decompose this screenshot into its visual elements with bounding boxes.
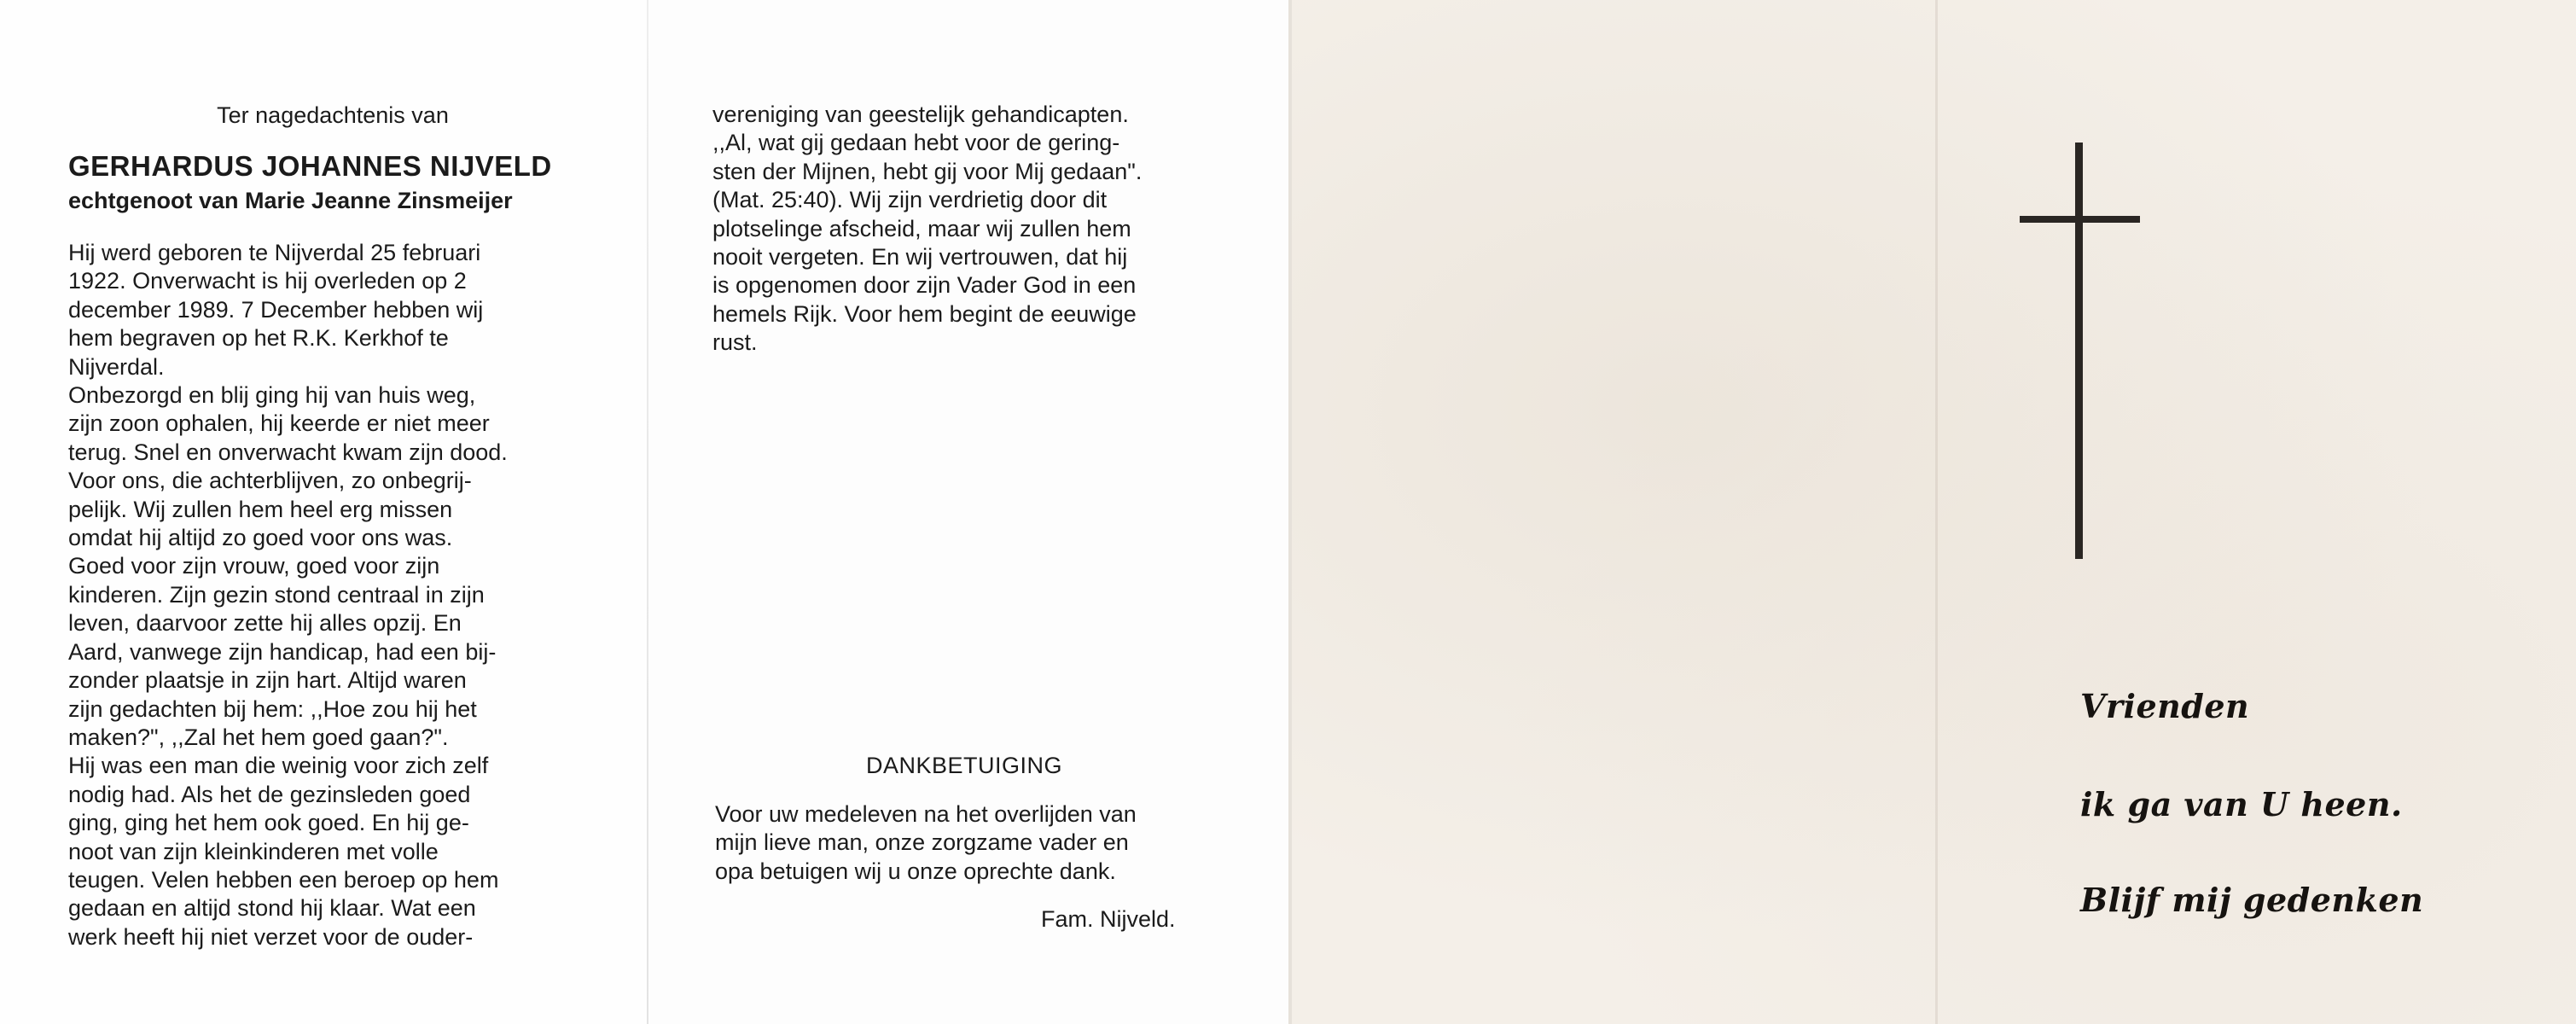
poem-line-2: ik ga van U heen.	[2080, 785, 2403, 823]
biography-line: zijn gedachten bij hem: ,,Hoe zou hij het	[68, 695, 477, 722]
poem-line-1: Vrienden	[2080, 687, 2250, 725]
card-edge	[1288, 0, 1292, 1024]
biography-line: gedaan en altijd stond hij klaar. Wat een	[68, 895, 476, 922]
thanks-heading: DANKBETUIGING	[865, 753, 1063, 778]
biography-line: leven, daarvoor zette hij alles opzij. En	[68, 610, 462, 637]
biography-line: zonder plaatsje in zijn hart. Altijd waren	[68, 667, 467, 694]
spouse-line: echtgenoot van Marie Jeanne Zinsmeijer	[68, 188, 513, 213]
biography-line: terug. Snel en onverwacht kwam zijn dood.	[68, 439, 508, 465]
cross-horizontal-beam	[2020, 216, 2140, 223]
biography-line: omdat hij altijd zo goed voor ons was.	[68, 525, 453, 551]
thanks-line: Voor uw medeleven na het overlijden van	[715, 801, 1137, 827]
biography-line: Onbezorgd en blij ging hij van huis weg,	[68, 382, 476, 409]
continuation-line: ,,Al, wat gij gedaan hebt voor de gering-	[712, 130, 1120, 156]
thanks-line: mijn lieve man, onze zorgzame vader en	[715, 829, 1129, 856]
biography-line: december 1989. 7 December hebben wij	[68, 296, 484, 323]
continuation-line: rust.	[712, 329, 758, 356]
biography-line: Goed voor zijn vrouw, goed voor zijn	[68, 553, 440, 579]
biography-line: Hij werd geboren te Nijverdal 25 februari	[68, 240, 481, 265]
biography-continuation	[712, 101, 1216, 358]
right-card-panel	[1290, 0, 2576, 1024]
biography-line: hem begraven op het R.K. Kerkhof te	[68, 325, 449, 352]
continuation-line: plotselinge afscheid, maar wij zullen hem	[712, 215, 1131, 241]
biography	[68, 239, 572, 951]
continuation-line: (Mat. 25:40). Wij zijn verdrietig door dit	[712, 187, 1108, 213]
biography-line: nodig had. Als het de gezinsleden goed	[68, 781, 471, 807]
cross-vertical-beam	[2075, 143, 2083, 559]
continuation-line: is opgenomen door zijn Vader God in een	[712, 272, 1137, 299]
thanks-text	[715, 800, 1227, 886]
biography-line: noot van zijn kleinkinderen met volle	[68, 838, 439, 864]
biography-line: Hij was een man die weinig voor zich zelf	[68, 753, 489, 779]
biography-line: werk heeft hij niet verzet voor de ouder-	[68, 923, 474, 950]
continuation-line: sten der Mijnen, hebt gij voor Mij gedaan".	[712, 158, 1143, 184]
poem-line-3: Blijf mij gedenken	[2080, 881, 2424, 919]
biography-line: 1922. Onverwacht is hij overleden op 2	[68, 268, 467, 294]
biography-line: kinderen. Zijn gezin stond centraal in zijn	[68, 581, 485, 608]
continuation-line: vereniging van geestelijk gehandicapten.	[712, 102, 1129, 127]
continuation-line: nooit vergeten. En wij vertrouwen, dat hij	[712, 244, 1128, 271]
left-card-panel	[0, 0, 648, 1024]
memorial-intro: Ter nagedachtenis van	[217, 102, 449, 128]
biography-line: teugen. Velen hebben een beroep op hem	[68, 866, 499, 893]
thanks-line: opa betuigen wij u onze oprechte dank.	[715, 858, 1116, 884]
biography-line: ging, ging het hem ook goed. En hij ge-	[68, 810, 469, 836]
biography-line: maken?", ,,Zal het hem goed gaan?".	[68, 724, 449, 750]
biography-line: pelijk. Wij zullen hem heel erg missen	[68, 496, 453, 522]
biography-line: Voor ons, die achterblijven, zo onbegrij-	[68, 468, 472, 494]
biography-line: Aard, vanwege zijn handicap, had een bij-	[68, 638, 497, 665]
deceased-name: GERHARDUS JOHANNES NIJVELD	[68, 150, 552, 182]
biography-line: Nijverdal.	[68, 353, 165, 380]
family-signature: Fam. Nijveld.	[1041, 906, 1176, 932]
biography-line: zijn zoon ophalen, hij keerde er niet meer	[68, 410, 490, 437]
card-fold-right	[1935, 0, 1938, 1024]
continuation-line: hemels Rijk. Voor hem begint de eeuwige	[712, 300, 1137, 327]
